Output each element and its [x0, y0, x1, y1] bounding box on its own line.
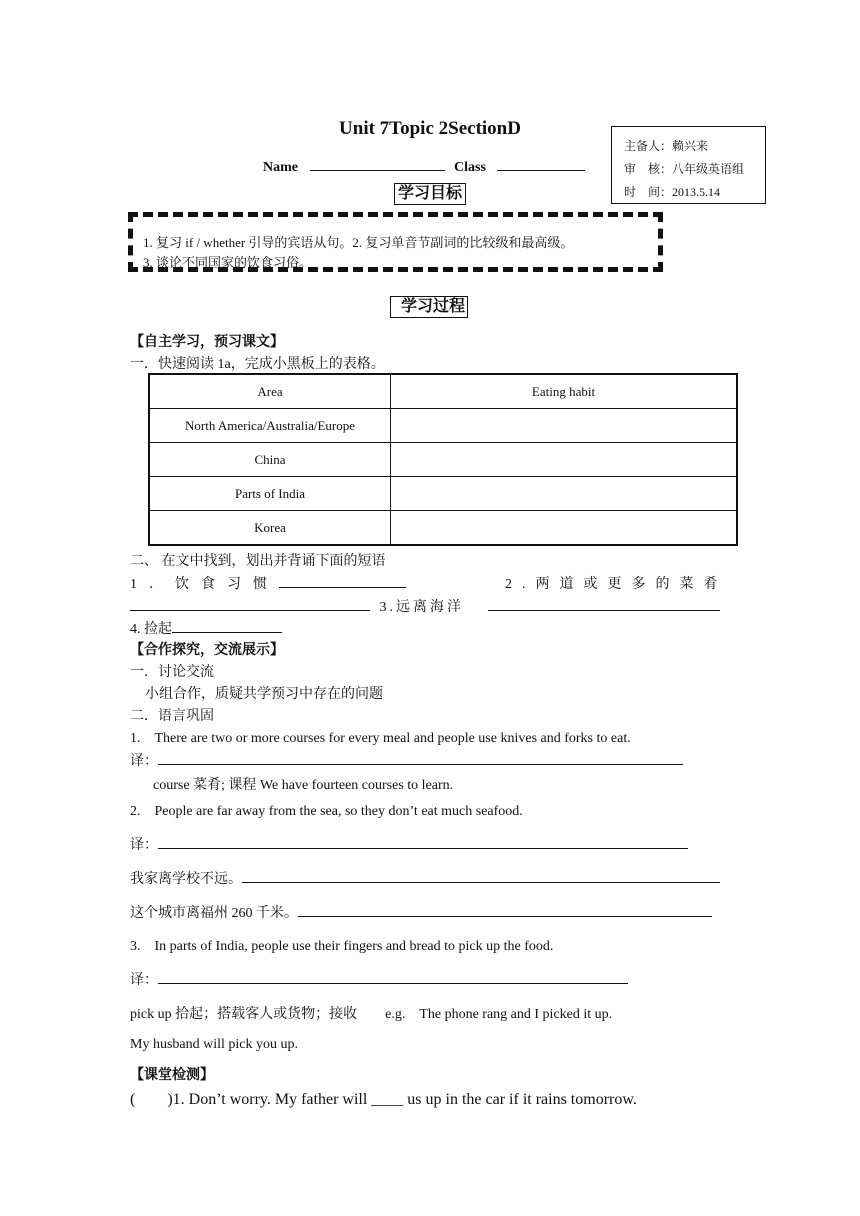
- cn-sentence-2: 这个城市离福州 260 千米。: [130, 906, 298, 921]
- translate-label: 译：: [130, 838, 158, 853]
- test-heading: 【课堂检测】: [130, 1068, 214, 1083]
- table-row: [149, 443, 737, 477]
- goal-line-2: 3. 谈论不同国家的饮食习俗。: [143, 255, 313, 270]
- info-box: [611, 126, 766, 204]
- task-1: 一．快速阅读 1a，完成小黑板上的表格。: [130, 357, 385, 372]
- habit-cell[interactable]: [391, 409, 738, 443]
- husband-sentence: My husband will pick you up.: [130, 1037, 298, 1052]
- cn-sentence-1: 我家离学校不远。: [130, 872, 242, 887]
- phrase-2-blank[interactable]: [130, 598, 370, 611]
- habit-cell[interactable]: [391, 477, 738, 511]
- name-field[interactable]: [310, 156, 445, 171]
- translate-blank-3[interactable]: [158, 971, 628, 984]
- habit-cell[interactable]: [391, 443, 738, 477]
- phrase-line-2: [130, 596, 720, 616]
- phrase-1-blank[interactable]: [279, 575, 406, 588]
- phrase-3: 3.远离海洋: [379, 600, 464, 615]
- date-text: 时 间：2013.5.14: [624, 185, 721, 199]
- cn-line-2: [130, 902, 712, 922]
- habit-cell[interactable]: [391, 511, 738, 546]
- reviewer-text: 审 核：八年级英语组: [624, 162, 745, 176]
- phrase-line-3: [130, 618, 282, 638]
- name-class-line: [263, 156, 585, 176]
- table-row: [149, 477, 737, 511]
- discuss-title: 一．讨论交流: [130, 665, 214, 680]
- phrase-3-blank[interactable]: [488, 598, 720, 611]
- preparer-text: 主备人：赖兴来: [624, 139, 709, 153]
- cn-blank-2[interactable]: [298, 904, 712, 917]
- sentence-2: 2. People are far away from the sea, so they don’t eat much seafood.: [130, 804, 523, 819]
- table-header-row: [149, 374, 737, 409]
- process-heading: 学习过程: [390, 296, 468, 318]
- cn-line-1: [130, 868, 720, 888]
- translate-line-3: [130, 969, 628, 989]
- area-cell: China: [149, 443, 391, 477]
- table-row: [149, 409, 737, 443]
- translate-label: 译：: [130, 754, 158, 769]
- header-area: Area: [149, 374, 391, 409]
- consolidate-title: 二．语言巩固: [130, 709, 214, 724]
- goals-box: [128, 212, 663, 272]
- area-cell: Korea: [149, 511, 391, 546]
- goals-heading: 学习目标: [394, 183, 466, 205]
- phrase-4-blank[interactable]: [172, 620, 282, 633]
- course-note: course 菜肴; 课程 We have fourteen courses to learn.: [153, 778, 454, 793]
- sentence-3: 3. In parts of India, people use their fingers and bread to pick up the food.: [130, 939, 554, 954]
- phrase-4: 4. 捡起: [130, 622, 172, 637]
- table-row: [149, 511, 737, 546]
- goal-line-1: 1. 复习 if / whether 引导的宾语从句。2. 复习单音节副词的比较级和最高级。: [143, 235, 574, 250]
- class-field[interactable]: [497, 156, 585, 171]
- name-label: Name: [263, 160, 298, 175]
- phrase-1: 1．饮食习惯: [130, 577, 279, 592]
- sentence-1: 1. There are two or more courses for every meal and people use knives and forks to eat.: [130, 731, 631, 746]
- question-1: ( )1. Don’t worry. My father will ____ us up in the car if it rains tomorrow.: [130, 1091, 637, 1108]
- cn-blank-1[interactable]: [242, 870, 720, 883]
- task-2: 二、 在文中找到，划出并背诵下面的短语: [130, 554, 386, 569]
- page-title: Unit 7Topic 2SectionD: [339, 118, 521, 139]
- translate-label: 译：: [130, 973, 158, 988]
- pickup-note: pick up 拾起；搭载客人或货物；接收 e.g. The phone rang and I picked it up.: [130, 1007, 613, 1022]
- eating-habits-table: [148, 373, 738, 546]
- translate-line-2: [130, 834, 688, 854]
- area-cell: Parts of India: [149, 477, 391, 511]
- coop-heading: 【合作探究，交流展示】: [130, 643, 284, 658]
- class-label: Class: [454, 160, 486, 175]
- translate-blank-1[interactable]: [158, 752, 683, 765]
- header-eating-habit: Eating habit: [391, 374, 738, 409]
- phrase-line-1: [130, 573, 406, 593]
- area-cell: North America/Australia/Europe: [149, 409, 391, 443]
- phrase-2: 2.两道或更多的菜肴: [505, 577, 728, 592]
- discuss-detail: 小组合作，质疑共学预习中存在的问题: [145, 687, 383, 702]
- translate-blank-2[interactable]: [158, 836, 688, 849]
- self-study-heading: 【自主学习，预习课文】: [130, 335, 284, 350]
- translate-line-1: [130, 750, 683, 770]
